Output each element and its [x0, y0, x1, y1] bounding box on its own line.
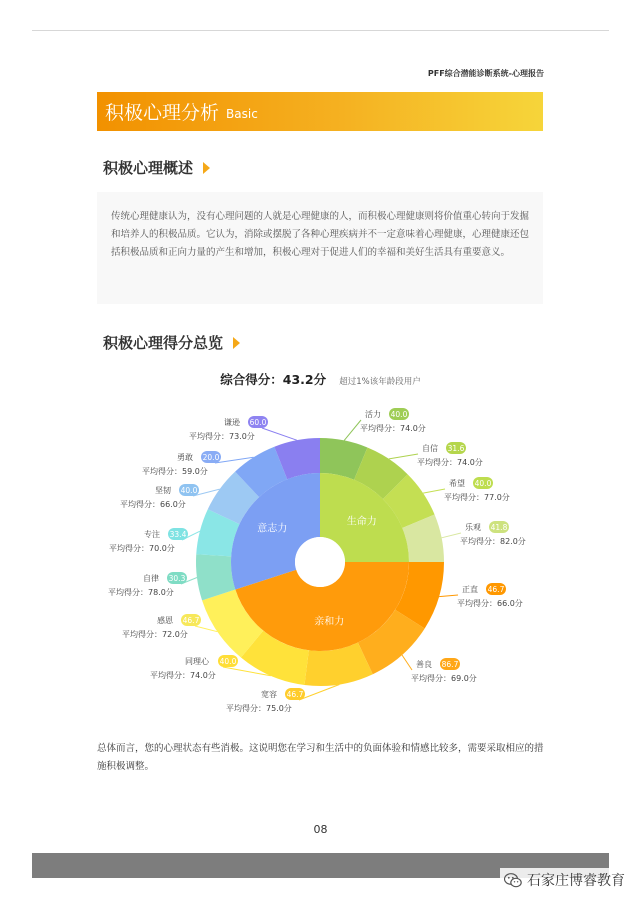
trait-name: 同理心 — [185, 657, 209, 666]
watermark-text: 石家庄博睿教育 — [527, 873, 625, 889]
trait-average: 平均得分：74.0分 — [150, 671, 216, 680]
trait-score: 60.0 — [249, 418, 267, 427]
trait-name: 自律 — [143, 574, 159, 583]
trait-name: 勇敢 — [177, 453, 193, 462]
trait-score: 33.4 — [169, 530, 187, 539]
trait-average: 平均得分：77.0分 — [444, 493, 510, 502]
trait-score: 40.0 — [180, 486, 198, 495]
score-section-title: 积极心理得分总览 — [103, 334, 224, 352]
trait-name: 专注 — [144, 530, 160, 539]
leader-line — [402, 655, 412, 670]
watermark — [500, 868, 629, 892]
total-score: 综合得分：43.2分 — [220, 372, 327, 387]
group-label: 亲和力 — [314, 616, 345, 628]
wechat-icon — [504, 873, 522, 888]
trait-name: 宽容 — [261, 690, 277, 699]
trait-average: 平均得分：66.0分 — [120, 500, 186, 509]
trait-score: 40.0 — [219, 657, 237, 666]
percentile-note: 超过1%该年龄段用户 — [339, 377, 421, 387]
report-header: PFF综合潜能诊断系统-心理报告 — [427, 69, 544, 78]
leader-line — [262, 428, 297, 440]
trait-name: 乐观 — [465, 523, 481, 532]
group-label: 生命力 — [346, 516, 377, 528]
trait-average: 平均得分：66.0分 — [457, 599, 523, 608]
trait-score: 41.8 — [490, 523, 508, 532]
trait-average: 平均得分：73.0分 — [189, 432, 255, 441]
trait-average: 平均得分：75.0分 — [226, 704, 292, 713]
trait-score: 20.0 — [202, 453, 220, 462]
leader-line — [389, 454, 418, 459]
trait-average: 平均得分：70.0分 — [109, 544, 175, 553]
trait-average: 平均得分：82.0分 — [460, 537, 526, 546]
trait-score: 30.3 — [168, 574, 186, 583]
trait-average: 平均得分：69.0分 — [411, 674, 477, 683]
group-label: 意志力 — [257, 523, 288, 535]
trait-name: 正直 — [462, 585, 478, 594]
trait-score: 40.0 — [390, 410, 408, 419]
banner-subtitle: Basic — [226, 106, 258, 121]
leader-line — [442, 533, 461, 538]
overview-text: 传统心理健康认为，没有心理问题的人就是心理健康的人，而积极心理健康则将价值重心转向于发掘和培养人的积极品质。它认为，消除或摆脱了各种心理疾病并不一定意味着心理健康，心理健康还包括积极品质和正向力量的产生和增加，积极心理对于促进人们的幸福和美好生活具有重要意义。 — [111, 211, 530, 258]
trait-name: 坚韧 — [155, 486, 171, 495]
trait-score: 46.7 — [487, 585, 505, 594]
trait-score: 40.0 — [474, 479, 492, 488]
leader-line — [423, 489, 445, 493]
trait-average: 平均得分：78.0分 — [108, 588, 174, 597]
trait-average: 平均得分：72.0分 — [122, 630, 188, 639]
overview-title: 积极心理概述 — [103, 159, 194, 177]
leader-line — [439, 595, 458, 597]
trait-name: 感恩 — [157, 616, 173, 625]
trait-score: 31.6 — [447, 444, 465, 453]
chart-center-hole — [295, 537, 345, 587]
trait-name: 谦逊 — [224, 418, 240, 427]
leader-line — [195, 626, 217, 632]
leader-line — [299, 685, 339, 701]
trait-name: 自信 — [422, 444, 438, 453]
page-number: 08 — [313, 823, 328, 836]
summary-text: 总体而言，您的心理状态有些消极。这说明您在学习和生活中的负面体验和情感比较多，需要采取相应的措施积极调整。 — [97, 743, 544, 772]
trait-score: 46.7 — [182, 616, 200, 625]
trait-average: 平均得分：74.0分 — [360, 424, 426, 433]
trait-average: 平均得分：74.0分 — [417, 458, 483, 467]
trait-average: 平均得分：59.0分 — [142, 467, 208, 476]
trait-name: 希望 — [449, 479, 465, 488]
trait-score: 86.7 — [441, 660, 459, 669]
trait-name: 活力 — [365, 410, 381, 419]
leader-line — [344, 420, 361, 440]
banner-title: 积极心理分析 — [105, 102, 220, 124]
trait-name: 善良 — [416, 660, 432, 669]
trait-score: 46.7 — [286, 690, 304, 699]
